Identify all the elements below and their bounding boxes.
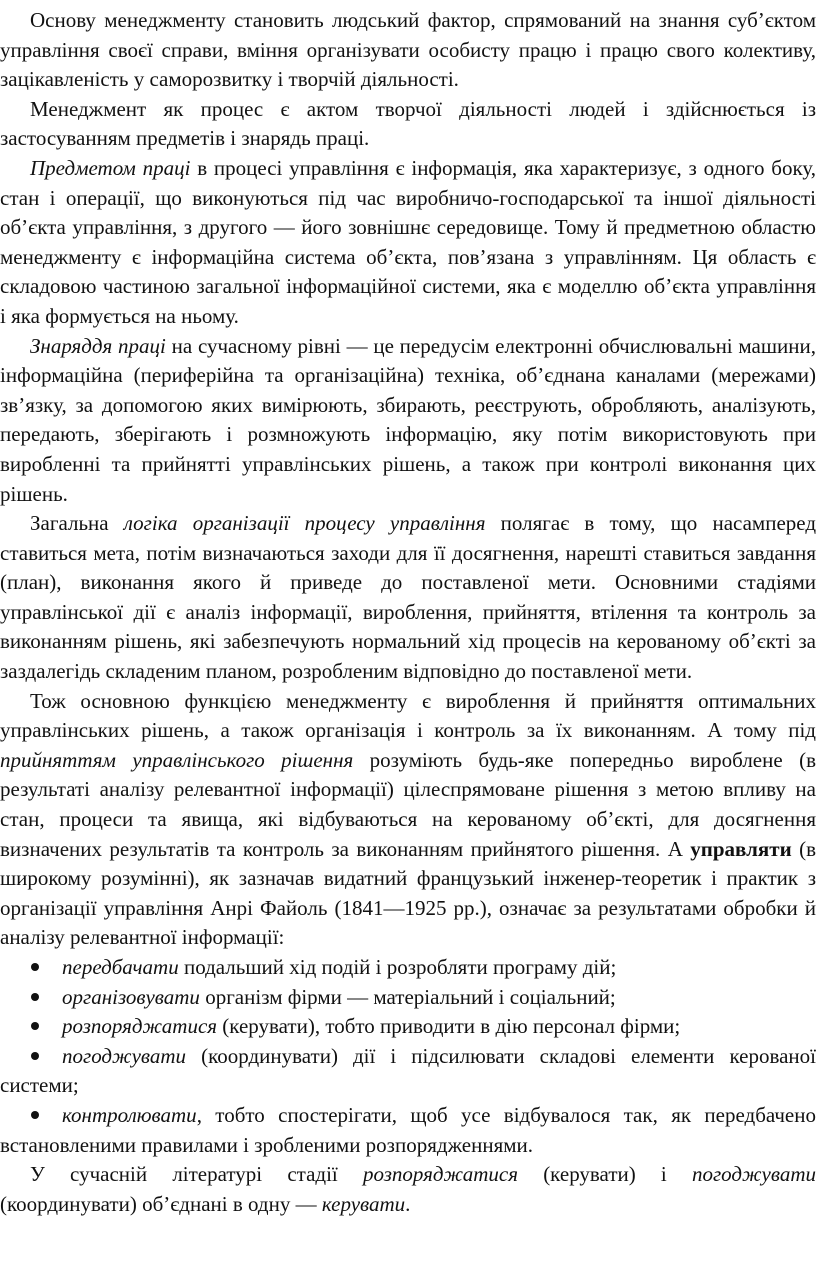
bullet-item-command: розпоряджатися (керувати), тобто приводити в дію персонал фірми; <box>62 1014 681 1039</box>
paragraph-subject-of-labor: Предметом праці в процесі управління є інформація, яка характеризує, з одного боку, стан і операції, що виконуються під час виробничо-господарської та іншої діяльності об’єкта управління, з другого — його зовнішнє середовище. Тому й предметною областю менеджменту є інформаційна система об’єкта, пов’язана з управлінням. Ця область є складовою частиною загальної інформаційної системи, яка є моделлю об’єкта управління і яка формується на ньому. <box>0 155 816 328</box>
paragraph-management-logic: Загальна логіка організації процесу управління полягає в тому, що насамперед ставиться мета, потім визначаються заходи для її досягнення, нарешті ставиться завдання (план), виконання якого й приведе до поставленої мети. Основними стадіями управлінської дії є аналіз інформації, вироблення, прийняття, втілення та контроль за виконанням рішень, які забезпечують нормальний хід процесів на керованому об’єкті за заздалегідь складеним планом, розробленим відповідно до поставленої мети. <box>0 511 816 684</box>
paragraph-management-process: Менеджмент як процес є актом творчої діяльності людей і здійснюється із застосуванням предметів і знарядь праці. <box>0 96 816 151</box>
paragraph-human-factor: Основу менеджменту становить людський фактор, спрямований на знання суб’єктом управління своєї справи, вміння організувати особисту працю і працю свого колективу, зацікавленість у саморозвитку і творчій діяльності. <box>0 8 816 92</box>
bullet-item-coordinate: погоджувати (координувати) дії і підсилювати складові елементи керованої системи; <box>0 1043 816 1098</box>
term-tools-of-labor: Знаряддя праці <box>30 333 166 358</box>
paragraph-modern-literature: У сучасній літературі стадії розпоряджатися (керувати) і погоджувати (координувати) об’єднані в одну — керувати. <box>0 1162 816 1216</box>
term-to-manage: управляти <box>690 836 792 861</box>
paragraph-tools-of-labor: Знаряддя праці на сучасному рівні — це передусім електронні обчислювальні машини, інформаційна (периферійна та організаційна) техніка, об’єднана каналами (мережами) зв’язку, за допомогою яких вимірюють, збирають, реєструють, обробляють, аналізують, передають, зберігають і розмножують інформацію, яку потім використовують при виробленні та прийнятті управлінських рішень, а також при контролі виконання цих рішень. <box>0 333 816 506</box>
term-decision-making: прийняттям управлінського рішення <box>0 747 354 772</box>
bullet-item-control: контролювати, тобто спостерігати, щоб усе відбувалося так, як передбачено встановленими правилами і зробленими розпорядженнями. <box>0 1102 816 1157</box>
term-management-logic: логіка організації процесу управління <box>123 511 486 536</box>
paragraph-main-function: Тож основною функцією менеджменту є вироблення й прийняття оптимальних управлінських рішень, а також організація і контроль за їх виконанням. А тому під прийняттям управлінського рішення розуміють будь-яке попередньо вироблене (в результаті аналізу релевантної інформації) цілеспрямоване рішення з метою впливу на стан, процеси та явища, які відбуваються на керованому об’єкті, для досягнення визначених результатів та контроль за виконанням прийнятого рішення. А управляти (в широкому розумінні), як зазначав видатний французький інженер-теоретик і практик з організації управління Анрі Файоль (1841—1925 рр.), означає за результатами обробки й аналізу релевантної інформації: <box>0 688 816 950</box>
term-subject-of-labor: Предметом праці <box>30 155 191 180</box>
bullet-item-organize: організовувати організм фірми — матеріальний і соціальний; <box>62 984 616 1009</box>
bullet-item-forecast: передбачати подальший хід подій і розробляти програму дій; <box>62 955 617 979</box>
